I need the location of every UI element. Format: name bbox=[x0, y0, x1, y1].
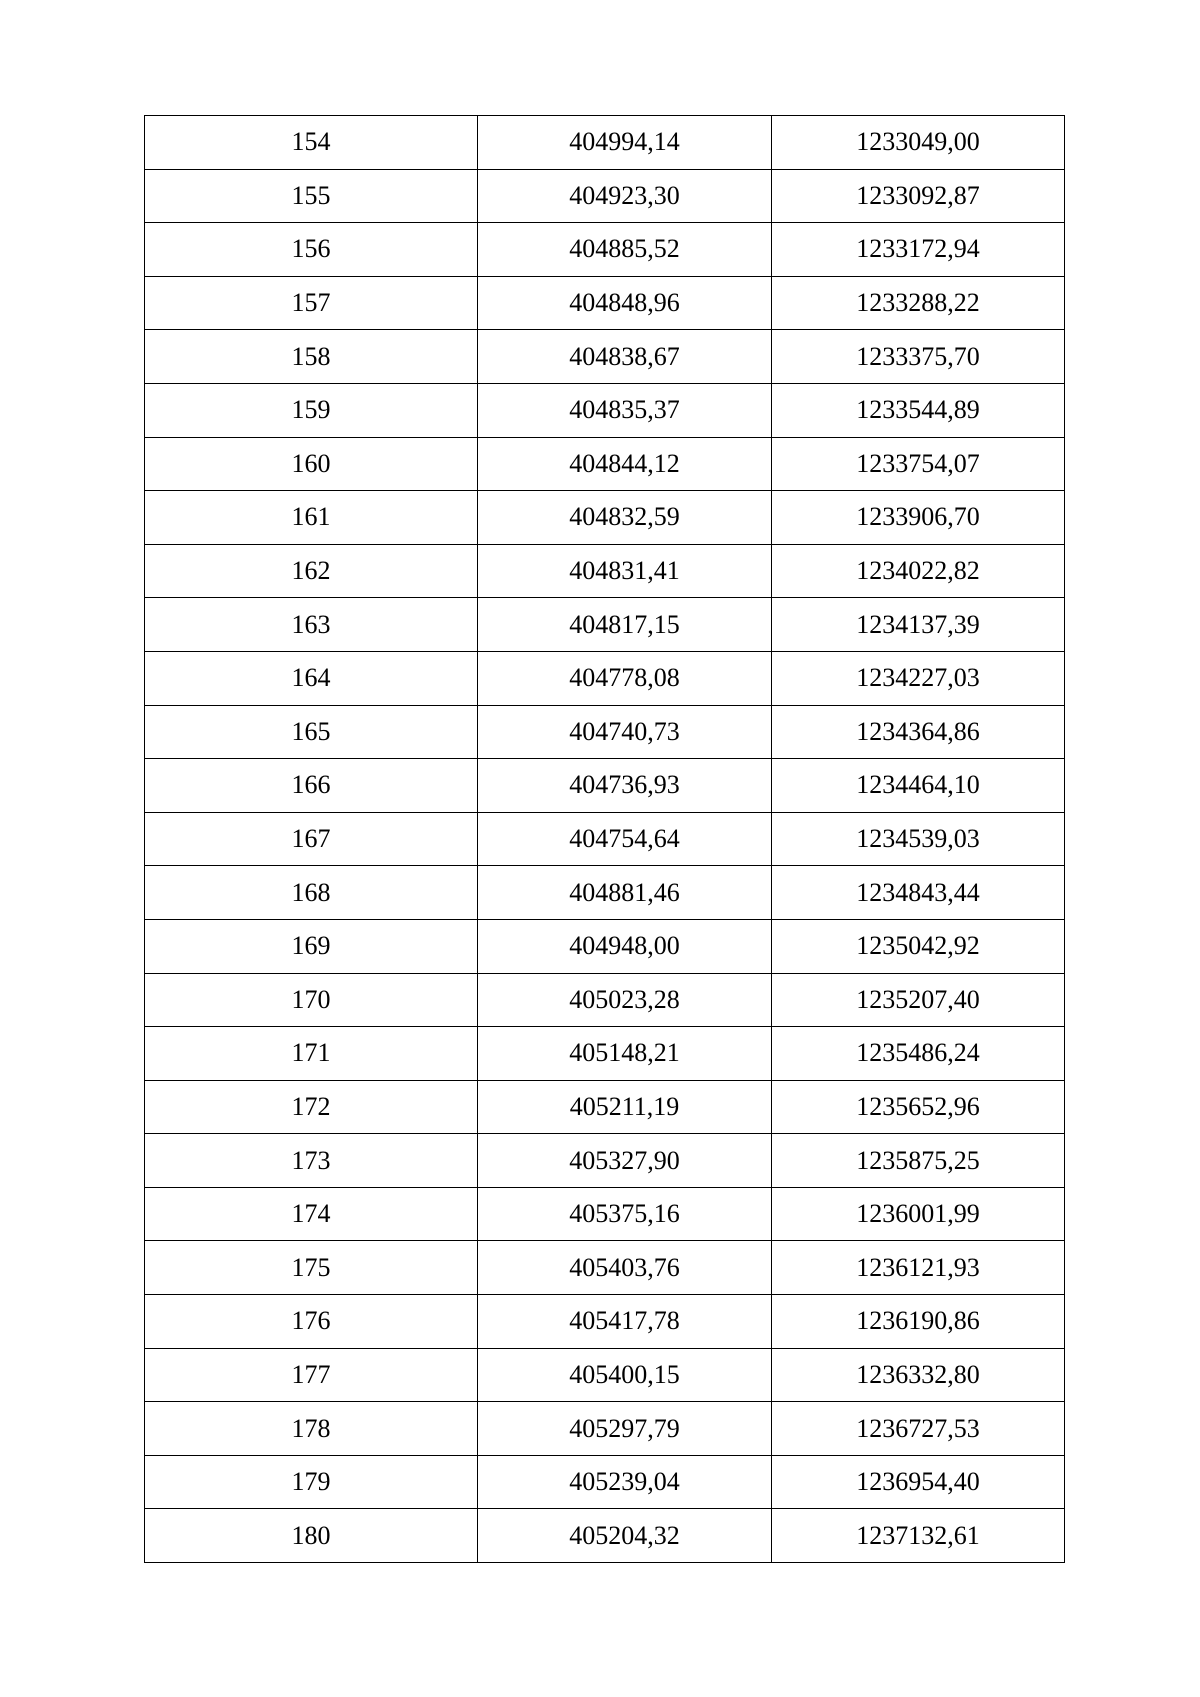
y-coordinate-cell: 1234364,86 bbox=[772, 705, 1065, 759]
table-row bbox=[145, 491, 1065, 545]
table-row bbox=[145, 651, 1065, 705]
table-row bbox=[145, 759, 1065, 813]
table-row bbox=[145, 169, 1065, 223]
table-row bbox=[145, 116, 1065, 170]
x-coordinate-cell: 404754,64 bbox=[478, 812, 772, 866]
point-number-cell: 168 bbox=[145, 866, 478, 920]
x-coordinate-cell: 405204,32 bbox=[478, 1509, 772, 1563]
y-coordinate-cell: 1236332,80 bbox=[772, 1348, 1065, 1402]
point-number-cell: 162 bbox=[145, 544, 478, 598]
x-coordinate-cell: 405239,04 bbox=[478, 1455, 772, 1509]
x-coordinate-cell: 404740,73 bbox=[478, 705, 772, 759]
x-coordinate-cell: 404736,93 bbox=[478, 759, 772, 813]
y-coordinate-cell: 1233288,22 bbox=[772, 276, 1065, 330]
y-coordinate-cell: 1233754,07 bbox=[772, 437, 1065, 491]
x-coordinate-cell: 404838,67 bbox=[478, 330, 772, 384]
x-coordinate-cell: 404881,46 bbox=[478, 866, 772, 920]
x-coordinate-cell: 405403,76 bbox=[478, 1241, 772, 1295]
x-coordinate-cell: 405148,21 bbox=[478, 1027, 772, 1081]
y-coordinate-cell: 1236001,99 bbox=[772, 1187, 1065, 1241]
y-coordinate-cell: 1236121,93 bbox=[772, 1241, 1065, 1295]
y-coordinate-cell: 1234843,44 bbox=[772, 866, 1065, 920]
x-coordinate-cell: 404832,59 bbox=[478, 491, 772, 545]
table-row bbox=[145, 866, 1065, 920]
x-coordinate-cell: 405023,28 bbox=[478, 973, 772, 1027]
table-row bbox=[145, 1348, 1065, 1402]
point-number-cell: 154 bbox=[145, 116, 478, 170]
x-coordinate-cell: 404844,12 bbox=[478, 437, 772, 491]
table-row bbox=[145, 1027, 1065, 1081]
y-coordinate-cell: 1235652,96 bbox=[772, 1080, 1065, 1134]
table-row bbox=[145, 1295, 1065, 1349]
point-number-cell: 159 bbox=[145, 383, 478, 437]
point-number-cell: 170 bbox=[145, 973, 478, 1027]
y-coordinate-cell: 1233049,00 bbox=[772, 116, 1065, 170]
x-coordinate-cell: 404923,30 bbox=[478, 169, 772, 223]
y-coordinate-cell: 1233906,70 bbox=[772, 491, 1065, 545]
table-row bbox=[145, 973, 1065, 1027]
x-coordinate-cell: 405327,90 bbox=[478, 1134, 772, 1188]
table-row bbox=[145, 1509, 1065, 1563]
point-number-cell: 180 bbox=[145, 1509, 478, 1563]
point-number-cell: 169 bbox=[145, 919, 478, 973]
table-row bbox=[145, 330, 1065, 384]
y-coordinate-cell: 1234137,39 bbox=[772, 598, 1065, 652]
point-number-cell: 167 bbox=[145, 812, 478, 866]
coordinates-table bbox=[144, 115, 1065, 1563]
table-row bbox=[145, 919, 1065, 973]
table-row bbox=[145, 544, 1065, 598]
table-row bbox=[145, 1241, 1065, 1295]
y-coordinate-cell: 1234539,03 bbox=[772, 812, 1065, 866]
y-coordinate-cell: 1234227,03 bbox=[772, 651, 1065, 705]
table-row bbox=[145, 812, 1065, 866]
x-coordinate-cell: 404848,96 bbox=[478, 276, 772, 330]
y-coordinate-cell: 1233092,87 bbox=[772, 169, 1065, 223]
table-row bbox=[145, 223, 1065, 277]
y-coordinate-cell: 1236727,53 bbox=[772, 1402, 1065, 1456]
point-number-cell: 172 bbox=[145, 1080, 478, 1134]
point-number-cell: 174 bbox=[145, 1187, 478, 1241]
y-coordinate-cell: 1235042,92 bbox=[772, 919, 1065, 973]
y-coordinate-cell: 1235207,40 bbox=[772, 973, 1065, 1027]
table-row bbox=[145, 1402, 1065, 1456]
point-number-cell: 165 bbox=[145, 705, 478, 759]
table-row bbox=[145, 705, 1065, 759]
x-coordinate-cell: 405297,79 bbox=[478, 1402, 772, 1456]
y-coordinate-cell: 1234464,10 bbox=[772, 759, 1065, 813]
y-coordinate-cell: 1233172,94 bbox=[772, 223, 1065, 277]
table-row bbox=[145, 1080, 1065, 1134]
point-number-cell: 175 bbox=[145, 1241, 478, 1295]
y-coordinate-cell: 1236954,40 bbox=[772, 1455, 1065, 1509]
x-coordinate-cell: 405211,19 bbox=[478, 1080, 772, 1134]
x-coordinate-cell: 404994,14 bbox=[478, 116, 772, 170]
coordinates-table-body bbox=[145, 116, 1065, 1563]
x-coordinate-cell: 404835,37 bbox=[478, 383, 772, 437]
y-coordinate-cell: 1235875,25 bbox=[772, 1134, 1065, 1188]
table-row bbox=[145, 598, 1065, 652]
point-number-cell: 156 bbox=[145, 223, 478, 277]
y-coordinate-cell: 1236190,86 bbox=[772, 1295, 1065, 1349]
point-number-cell: 160 bbox=[145, 437, 478, 491]
x-coordinate-cell: 404885,52 bbox=[478, 223, 772, 277]
point-number-cell: 179 bbox=[145, 1455, 478, 1509]
point-number-cell: 161 bbox=[145, 491, 478, 545]
point-number-cell: 171 bbox=[145, 1027, 478, 1081]
y-coordinate-cell: 1235486,24 bbox=[772, 1027, 1065, 1081]
point-number-cell: 166 bbox=[145, 759, 478, 813]
y-coordinate-cell: 1234022,82 bbox=[772, 544, 1065, 598]
x-coordinate-cell: 405417,78 bbox=[478, 1295, 772, 1349]
point-number-cell: 155 bbox=[145, 169, 478, 223]
y-coordinate-cell: 1233544,89 bbox=[772, 383, 1065, 437]
table-row bbox=[145, 1455, 1065, 1509]
table-row bbox=[145, 383, 1065, 437]
y-coordinate-cell: 1233375,70 bbox=[772, 330, 1065, 384]
point-number-cell: 158 bbox=[145, 330, 478, 384]
point-number-cell: 173 bbox=[145, 1134, 478, 1188]
x-coordinate-cell: 404817,15 bbox=[478, 598, 772, 652]
x-coordinate-cell: 405400,15 bbox=[478, 1348, 772, 1402]
table-row bbox=[145, 276, 1065, 330]
x-coordinate-cell: 404831,41 bbox=[478, 544, 772, 598]
point-number-cell: 176 bbox=[145, 1295, 478, 1349]
point-number-cell: 177 bbox=[145, 1348, 478, 1402]
point-number-cell: 157 bbox=[145, 276, 478, 330]
point-number-cell: 178 bbox=[145, 1402, 478, 1456]
table-row bbox=[145, 1187, 1065, 1241]
x-coordinate-cell: 405375,16 bbox=[478, 1187, 772, 1241]
x-coordinate-cell: 404948,00 bbox=[478, 919, 772, 973]
table-row bbox=[145, 437, 1065, 491]
y-coordinate-cell: 1237132,61 bbox=[772, 1509, 1065, 1563]
point-number-cell: 163 bbox=[145, 598, 478, 652]
table-row bbox=[145, 1134, 1065, 1188]
point-number-cell: 164 bbox=[145, 651, 478, 705]
x-coordinate-cell: 404778,08 bbox=[478, 651, 772, 705]
